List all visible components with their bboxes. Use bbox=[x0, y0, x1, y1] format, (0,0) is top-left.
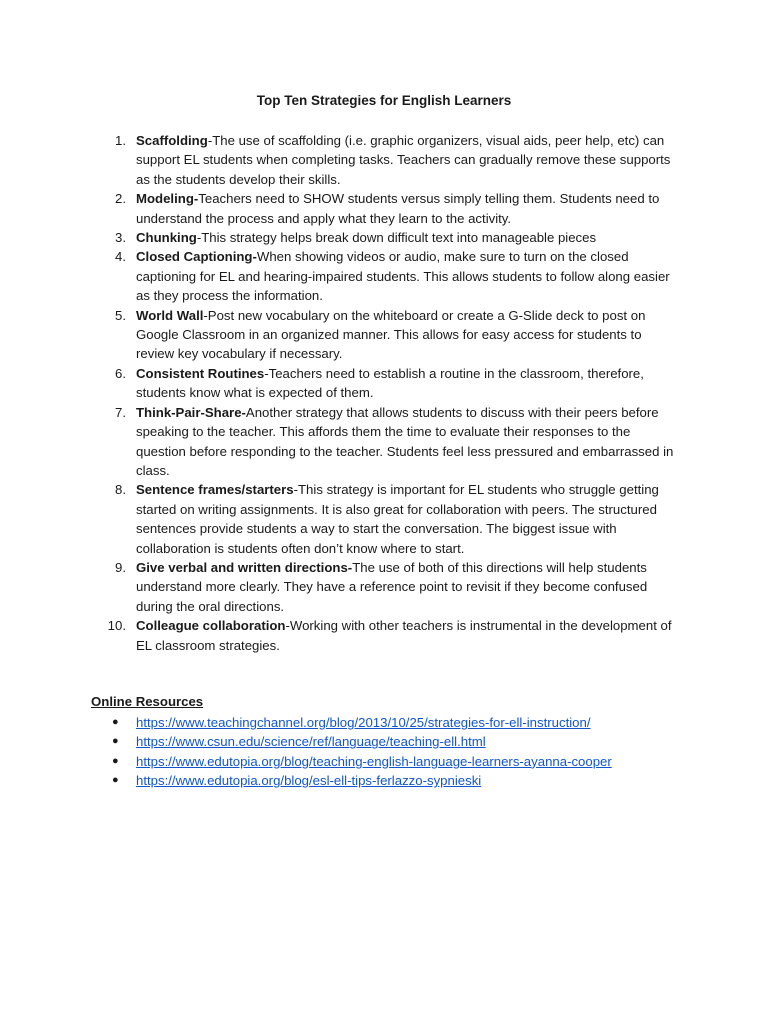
bullet-icon: ● bbox=[112, 754, 119, 767]
strategy-description: -This strategy is important for EL students who struggle getting started on writing assignments. It is also great for collaboration with peers. The structured sentences provide students a way to start the conversation. The biggest issue with collaboration is students often don’t know where to start. bbox=[136, 482, 659, 556]
strategy-number: 6. bbox=[115, 365, 126, 381]
strategy-description: -Teachers need to establish a routine in the classroom, therefore, students know what is expected of them. bbox=[136, 365, 644, 401]
strategy-description: The use of both of this directions will help students understand more clearly. They have a reference point to revisit if they become confused during the oral directions. bbox=[136, 559, 648, 614]
resource-link[interactable]: https://www.csun.edu/science/ref/language/teaching-ell.html bbox=[136, 734, 486, 750]
resource-link[interactable]: https://www.edutopia.org/blog/teaching-english-language-learners-ayanna-cooper bbox=[136, 753, 612, 769]
strategy-term: Consistent Routines bbox=[136, 365, 265, 381]
resource-item bbox=[0, 713, 768, 732]
online-resources-heading: Online Resources bbox=[91, 694, 204, 709]
strategy-term: Closed Captioning- bbox=[136, 249, 257, 265]
strategy-number: 3. bbox=[115, 230, 126, 246]
strategy-description: -The use of scaffolding (i.e. graphic organizers, visual aids, peer help, etc) can support EL students when completing tasks. Teachers can gradually remove these supports as the students develop their skills. bbox=[136, 133, 671, 187]
strategy-number: 7. bbox=[115, 404, 126, 420]
resource-item bbox=[0, 771, 768, 790]
strategy-description: Teachers need to SHOW students versus simply telling them. Students need to understand the process and apply what they learn to the activity. bbox=[136, 191, 660, 226]
strategy-item-7 bbox=[0, 403, 768, 481]
strategy-item-9 bbox=[0, 558, 768, 616]
strategy-number: 8. bbox=[115, 482, 126, 498]
strategy-item-3 bbox=[0, 228, 768, 247]
strategy-term: Colleague collaboration bbox=[136, 618, 286, 634]
strategy-list bbox=[0, 131, 768, 655]
strategy-term: Sentence frames/starters bbox=[136, 482, 294, 498]
bullet-icon: ● bbox=[112, 735, 119, 748]
resource-item bbox=[0, 752, 768, 771]
strategy-item-4 bbox=[0, 247, 768, 305]
strategy-number: 10. bbox=[107, 618, 126, 634]
resource-list bbox=[0, 713, 768, 791]
resource-link[interactable]: https://www.edutopia.org/blog/esl-ell-tips-ferlazzo-sypnieski bbox=[136, 773, 482, 789]
strategy-term: Scaffolding bbox=[136, 133, 208, 148]
strategy-description: Another strategy that allows students to discuss with their peers before speaking to the teacher. This affords them the time to evaluate their responses to the question before responding to the teacher. Students feel less pressured and embarrassed in class. bbox=[136, 404, 674, 478]
resource-link[interactable]: https://www.teachingchannel.org/blog/2013/10/25/strategies-for-ell-instruction/ bbox=[136, 715, 591, 730]
strategy-number: 2. bbox=[115, 191, 126, 207]
resource-item bbox=[0, 732, 768, 751]
strategy-term: World Wall bbox=[136, 307, 204, 323]
strategy-item-2 bbox=[0, 189, 768, 228]
bullet-icon: ● bbox=[112, 716, 119, 728]
strategy-item-8 bbox=[0, 480, 768, 558]
strategy-term: Think-Pair-Share- bbox=[136, 404, 246, 420]
strategy-description: -This strategy helps break down difficult text into manageable pieces bbox=[196, 230, 597, 246]
strategy-number: 5. bbox=[115, 307, 126, 323]
strategy-item-6 bbox=[0, 364, 768, 403]
strategy-item-1 bbox=[0, 131, 768, 189]
strategy-number: 4. bbox=[115, 249, 126, 265]
strategy-description: -Working with other teachers is instrumental in the development of EL classroom strategies. bbox=[136, 618, 672, 653]
strategy-number: 1. bbox=[115, 133, 126, 148]
strategy-term: Chunking bbox=[136, 230, 197, 246]
strategy-description: When showing videos or audio, make sure to turn on the closed captioning for EL and hearing-impaired students. This allows students to follow along easier as they process the information. bbox=[136, 249, 670, 304]
bullet-icon: ● bbox=[112, 774, 119, 787]
strategy-term: Modeling- bbox=[136, 191, 199, 207]
strategy-item-10 bbox=[0, 616, 768, 655]
strategy-description: -Post new vocabulary on the whiteboard or create a G-Slide deck to post on Google Classroom in an organized manner. This allows for easy access for students to review key vocabulary if necessary. bbox=[136, 307, 646, 362]
strategy-term: Give verbal and written directions- bbox=[136, 559, 353, 575]
strategy-item-5 bbox=[0, 306, 768, 364]
document-title: Top Ten Strategies for English Learners bbox=[256, 93, 512, 108]
strategy-number: 9. bbox=[115, 559, 126, 575]
